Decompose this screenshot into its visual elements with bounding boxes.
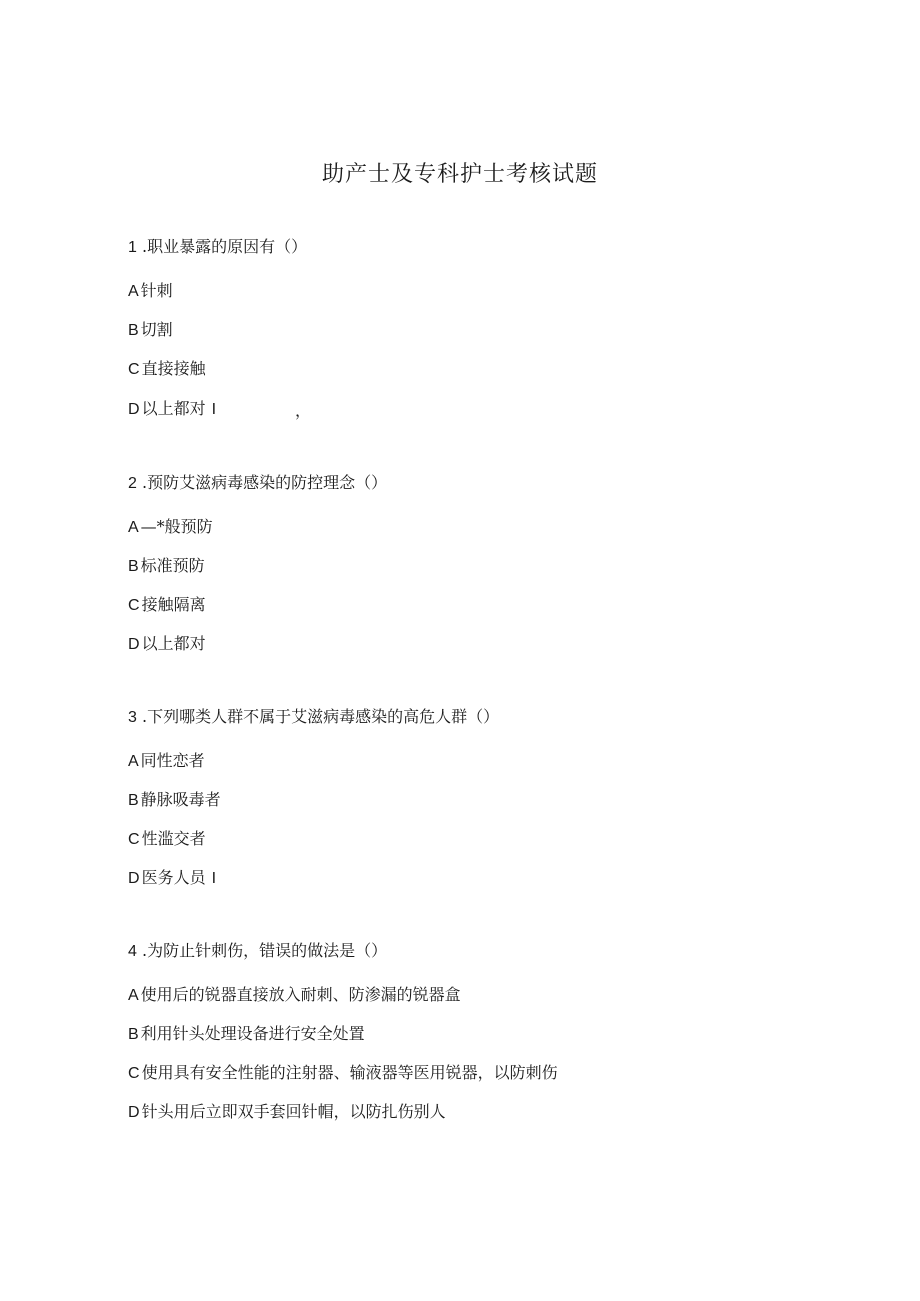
option-letter: A [128, 283, 139, 300]
option-3d [128, 867, 216, 890]
option-2b [128, 555, 205, 578]
option-letter: D [128, 870, 140, 887]
option-1a [128, 280, 173, 303]
stray-mark: I [211, 401, 217, 418]
option-text: 针头用后立即双手套回针帽，以防扎伤别人 [141, 1102, 446, 1121]
option-letter: C [128, 1065, 140, 1082]
option-letter: C [128, 597, 140, 614]
option-text: 静脉吸毒者 [140, 790, 221, 809]
option-letter: A [128, 519, 139, 536]
question-3 [128, 706, 499, 729]
option-text: 以上都对 [141, 634, 206, 653]
option-letter: B [128, 558, 139, 575]
question-number: 3 [128, 709, 137, 726]
question-4 [128, 940, 387, 963]
option-letter: B [128, 1026, 139, 1043]
question-text: .职业暴露的原因有（） [142, 237, 308, 256]
option-letter: A [128, 987, 139, 1004]
option-text: 使用具有安全性能的注射器、输液器等医用锐器，以防刺伤 [141, 1063, 558, 1082]
option-text: 医务人员 [141, 868, 206, 887]
question-text: .预防艾滋病毒感染的防控理念（） [142, 473, 388, 492]
option-text: 接触隔离 [141, 595, 206, 614]
option-text: 针刺 [140, 281, 173, 300]
option-text: 以上都对 [141, 399, 206, 418]
question-2 [128, 472, 387, 495]
option-text: 利用针头处理设备进行安全处置 [140, 1024, 365, 1043]
stray-comma-mark: ， [295, 401, 312, 420]
option-3b [128, 789, 221, 812]
option-letter: D [128, 636, 140, 653]
option-3a [128, 750, 205, 773]
question-text: .为防止针刺伤，错误的做法是（） [142, 941, 388, 960]
option-text: 同性恋者 [140, 751, 205, 770]
option-4a [128, 984, 461, 1007]
option-text: 切割 [140, 320, 173, 339]
option-letter: D [128, 1104, 140, 1121]
question-number: 4 [128, 943, 137, 960]
option-letter: C [128, 831, 140, 848]
option-letter: C [128, 361, 140, 378]
question-1 [128, 236, 307, 259]
option-text: 性滥交者 [141, 829, 206, 848]
option-4b [128, 1023, 365, 1046]
question-number: 2 [128, 475, 137, 492]
option-letter: B [128, 322, 139, 339]
option-letter: A [128, 753, 139, 770]
question-text: .下列哪类人群不属于艾滋病毒感染的高危人群（） [142, 707, 500, 726]
option-2d [128, 633, 206, 656]
option-4c [128, 1062, 558, 1085]
option-1b [128, 319, 173, 342]
stray-mark: I [211, 870, 217, 887]
question-number: 1 [128, 239, 137, 256]
option-1d [128, 398, 216, 421]
option-text: —*般预防 [140, 517, 213, 536]
page-title: 助产士及专科护士考核试题 [321, 162, 598, 187]
option-letter: B [128, 792, 139, 809]
option-2a [128, 516, 213, 539]
option-2c [128, 594, 206, 617]
option-text: 直接接触 [141, 359, 206, 378]
option-3c [128, 828, 206, 851]
option-1c [128, 358, 206, 381]
option-text: 使用后的锐器直接放入耐刺、防渗漏的锐器盒 [140, 985, 461, 1004]
option-letter: D [128, 401, 140, 418]
option-text: 标准预防 [140, 556, 205, 575]
option-4d [128, 1101, 446, 1124]
